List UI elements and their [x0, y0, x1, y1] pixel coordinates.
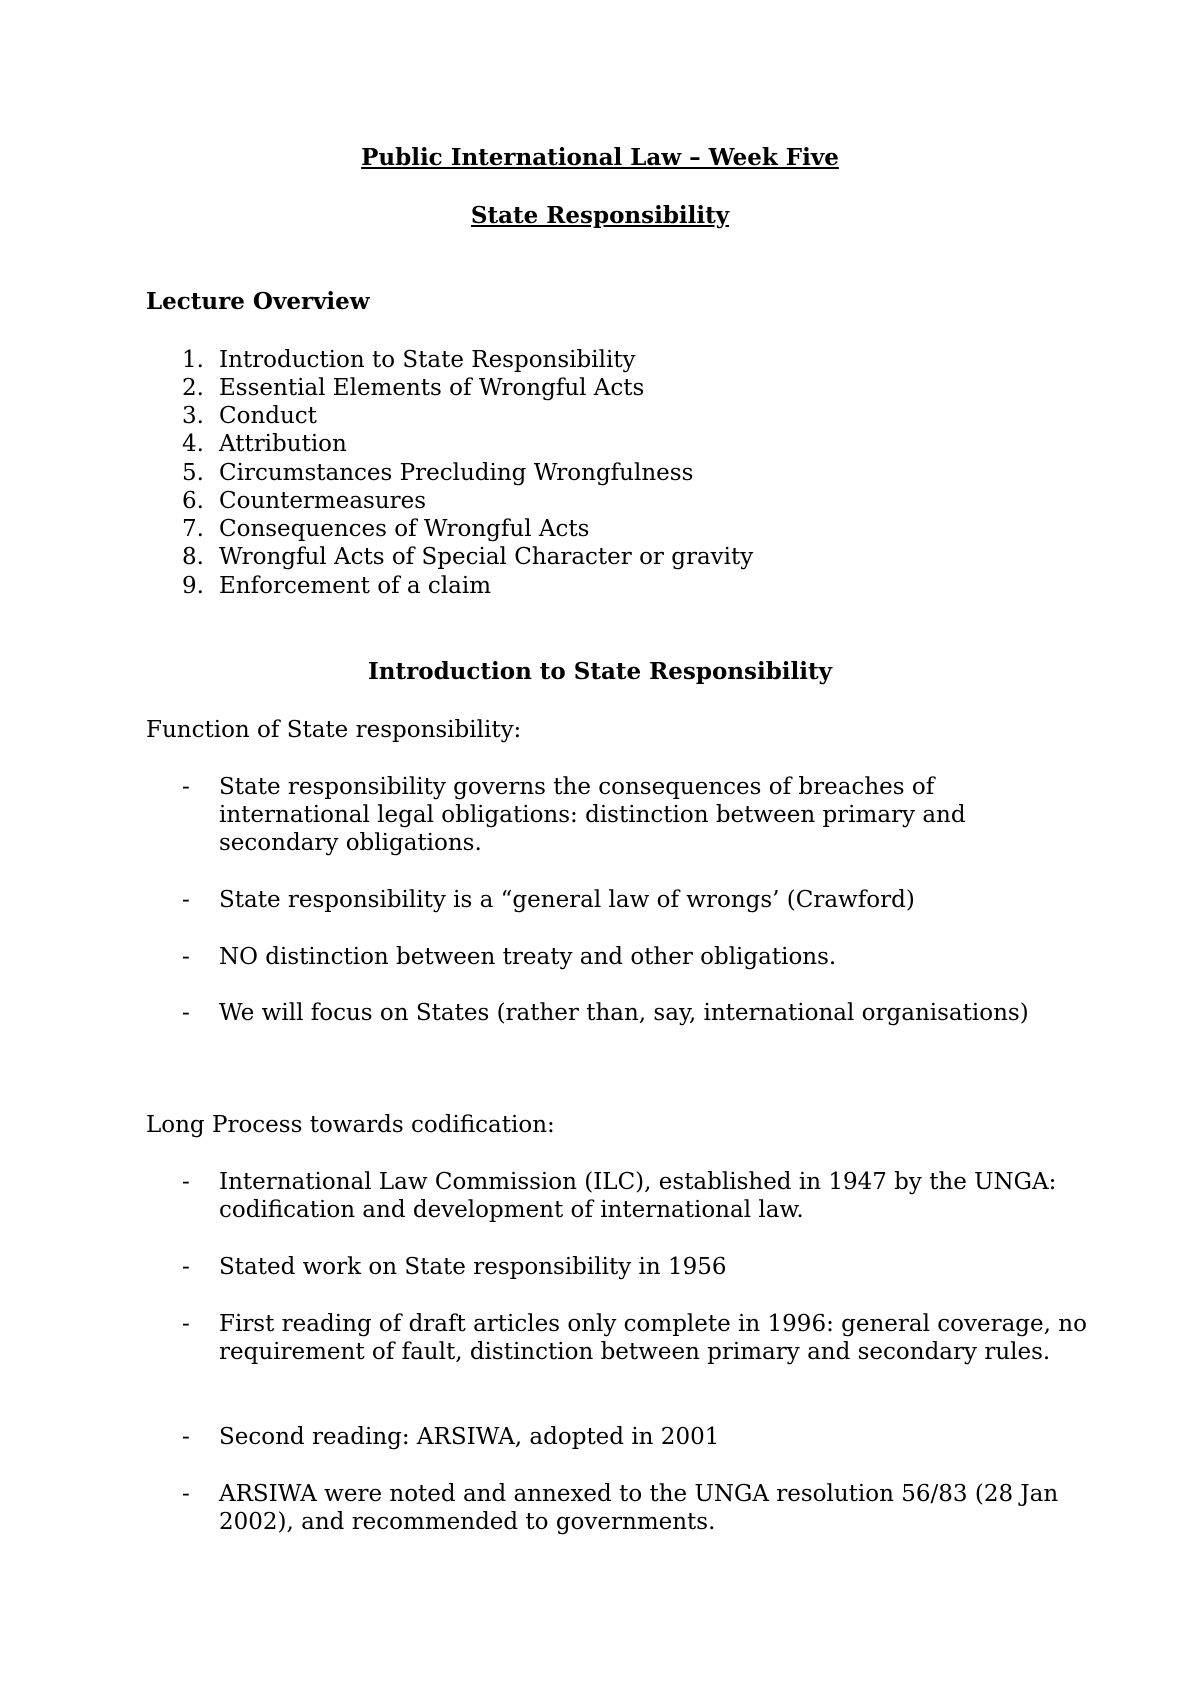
list-item-text: First reading of draft articles only complete in 1996: general coverage, no requirement of fault, distinction between primary and secondary rules.	[219, 1311, 1087, 1365]
overview-item-text: Circumstances Precluding Wrongfulness	[219, 460, 694, 486]
dash-bullet: -	[182, 1481, 190, 1507]
overview-item-text: Enforcement of a claim	[219, 573, 492, 599]
dash-bullet: -	[182, 774, 190, 800]
overview-item-text: Attribution	[219, 431, 347, 457]
overview-item-number: 9.	[182, 573, 204, 599]
list-item-text: We will focus on States (rather than, say, international organisations)	[219, 1000, 1029, 1026]
overview-item-number: 8.	[182, 544, 204, 570]
overview-item-text: Consequences of Wrongful Acts	[219, 516, 590, 542]
overview-item-number: 4.	[182, 431, 204, 457]
dash-bullet: -	[182, 887, 190, 913]
overview-item-text: Wrongful Acts of Special Character or gravity	[219, 544, 754, 570]
dash-bullet: -	[182, 1000, 190, 1026]
list-item-text: Second reading: ARSIWA, adopted in 2001	[219, 1424, 720, 1450]
codification-label: Long Process towards codification:	[146, 1112, 555, 1138]
dash-bullet: -	[182, 944, 190, 970]
lecture-overview-heading: Lecture Overview	[146, 288, 370, 315]
overview-item-number: 5.	[182, 460, 204, 486]
dash-bullet: -	[182, 1254, 190, 1280]
intro-section-heading: Introduction to State Responsibility	[368, 658, 832, 685]
list-item-text: ARSIWA were noted and annexed to the UNGA resolution 56/83 (28 Jan 2002), and recommended to governments.	[219, 1481, 1059, 1535]
dash-bullet: -	[182, 1311, 190, 1337]
overview-item-text: Introduction to State Responsibility	[219, 347, 636, 373]
overview-item-number: 3.	[182, 403, 204, 429]
list-item-text: NO distinction between treaty and other obligations.	[219, 944, 837, 970]
dash-bullet: -	[182, 1424, 190, 1450]
document-title: Public International Law – Week Five	[361, 144, 839, 171]
list-item-text: State responsibility governs the consequences of breaches of international legal obligations: distinction between primary and secondary obligations.	[219, 774, 966, 856]
overview-item-number: 6.	[182, 488, 204, 514]
function-label: Function of State responsibility:	[146, 717, 522, 743]
list-item-text: International Law Commission (ILC), established in 1947 by the UNGA: codification and development of international law.	[219, 1169, 1057, 1223]
overview-item-number: 2.	[182, 375, 204, 401]
dash-bullet: -	[182, 1169, 190, 1195]
overview-item-number: 1.	[182, 347, 204, 373]
document-subtitle: State Responsibility	[470, 202, 730, 229]
list-item-text: State responsibility is a “general law of wrongs’ (Crawford)	[219, 887, 915, 913]
overview-item-number: 7.	[182, 516, 204, 542]
overview-item-text: Conduct	[219, 403, 317, 429]
overview-item-text: Essential Elements of Wrongful Acts	[219, 375, 645, 401]
overview-item-text: Countermeasures	[219, 488, 427, 514]
list-item-text: Stated work on State responsibility in 1956	[219, 1254, 727, 1280]
